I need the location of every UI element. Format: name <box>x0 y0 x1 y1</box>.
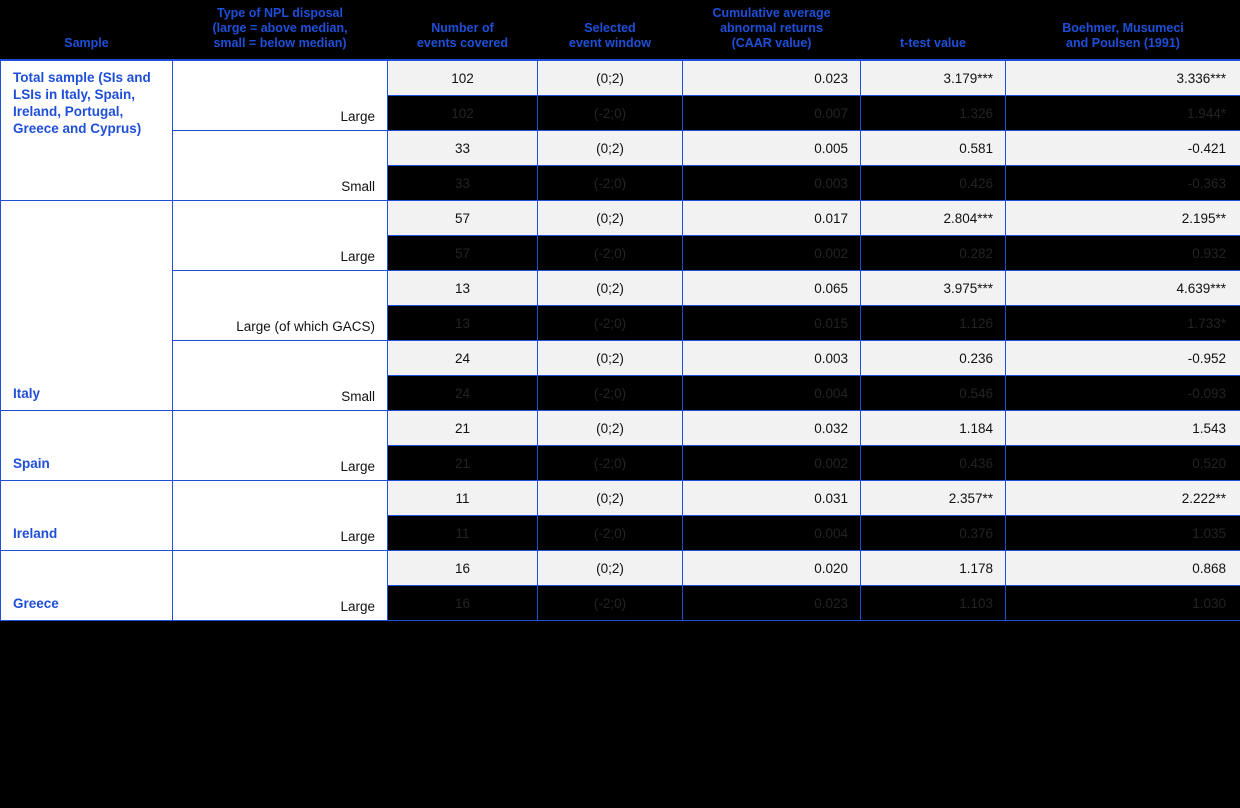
events-covered-value: 11 <box>388 516 538 551</box>
table-header <box>1 0 1240 60</box>
sample-label: Total sample (SIs and LSIs in Italy, Spain, Ireland, Portugal, Greece and Cyprus) <box>1 60 173 201</box>
bmp-value: 3.336*** <box>1006 60 1240 96</box>
column-header-type-line-2: (large = above median, <box>212 21 348 35</box>
events-covered-value: 16 <box>388 551 538 586</box>
column-header-bmp-line-1: Boehmer, Musumeci <box>1062 21 1184 35</box>
column-header-window-line-1: Selected <box>584 21 636 35</box>
caar-value: 0.003 <box>683 166 861 201</box>
sample-label: Ireland <box>1 481 173 551</box>
events-covered-value: 21 <box>388 446 538 481</box>
column-header-window <box>538 0 683 60</box>
bmp-value: 4.639*** <box>1006 271 1240 306</box>
column-header-ttest-line-1: t-test value <box>900 36 966 50</box>
column-header-caar-line-2: abnormal returns <box>720 21 823 35</box>
caar-value: 0.002 <box>683 236 861 271</box>
table-row <box>1 201 1240 236</box>
bmp-value: 0.520 <box>1006 446 1240 481</box>
caar-value: 0.023 <box>683 60 861 96</box>
events-covered-value: 16 <box>388 586 538 621</box>
events-covered-value: 24 <box>388 341 538 376</box>
caar-value: 0.004 <box>683 516 861 551</box>
events-covered-value: 11 <box>388 481 538 516</box>
event-window-value: (0;2) <box>538 271 683 306</box>
disposal-type-label: Large <box>173 201 388 271</box>
event-window-value: (-2;0) <box>538 96 683 131</box>
column-header-type-line-1: Type of NPL disposal <box>217 6 343 20</box>
table-body <box>1 60 1240 621</box>
ttest-value: 1.126 <box>861 306 1006 341</box>
event-window-value: (-2;0) <box>538 166 683 201</box>
bmp-value: 2.222** <box>1006 481 1240 516</box>
caar-value: 0.005 <box>683 131 861 166</box>
bmp-value: -0.421 <box>1006 131 1240 166</box>
column-header-ttest <box>861 0 1006 60</box>
bmp-value: 1.944* <box>1006 96 1240 131</box>
column-header-caar <box>683 0 861 60</box>
caar-value: 0.017 <box>683 201 861 236</box>
event-window-value: (-2;0) <box>538 306 683 341</box>
caar-value: 0.023 <box>683 586 861 621</box>
column-header-window-line-2: event window <box>569 36 651 50</box>
events-covered-value: 21 <box>388 411 538 446</box>
events-covered-value: 33 <box>388 166 538 201</box>
disposal-type-label: Large <box>173 60 388 131</box>
events-covered-value: 102 <box>388 60 538 96</box>
ttest-value: 0.436 <box>861 446 1006 481</box>
column-header-events-line-2: events covered <box>416 36 509 50</box>
ttest-value: 1.184 <box>861 411 1006 446</box>
events-covered-value: 24 <box>388 376 538 411</box>
ttest-value: 3.179*** <box>861 60 1006 96</box>
events-covered-value: 13 <box>388 306 538 341</box>
column-header-sample <box>1 0 173 60</box>
caar-value: 0.007 <box>683 96 861 131</box>
event-window-value: (0;2) <box>538 341 683 376</box>
sample-label: Italy <box>1 201 173 411</box>
table-row <box>1 271 1240 306</box>
event-window-value: (-2;0) <box>538 376 683 411</box>
table-row <box>1 60 1240 96</box>
event-window-value: (0;2) <box>538 551 683 586</box>
event-window-value: (0;2) <box>538 481 683 516</box>
ttest-value: 1.103 <box>861 586 1006 621</box>
bmp-value: 1.543 <box>1006 411 1240 446</box>
sample-label: Greece <box>1 551 173 621</box>
column-header-events <box>388 0 538 60</box>
ttest-value: 0.546 <box>861 376 1006 411</box>
bmp-value: 0.868 <box>1006 551 1240 586</box>
ttest-value: 0.426 <box>861 166 1006 201</box>
column-header-bmp <box>1006 0 1240 60</box>
disposal-type-label: Large <box>173 551 388 621</box>
bmp-value: 2.195** <box>1006 201 1240 236</box>
ttest-value: 1.178 <box>861 551 1006 586</box>
disposal-type-label: Large <box>173 481 388 551</box>
bmp-value: 0.932 <box>1006 236 1240 271</box>
ttest-value: 0.376 <box>861 516 1006 551</box>
events-covered-value: 57 <box>388 236 538 271</box>
bmp-value: 1.035 <box>1006 516 1240 551</box>
caar-value: 0.065 <box>683 271 861 306</box>
bmp-value: 1.030 <box>1006 586 1240 621</box>
disposal-type-label: Large (of which GACS) <box>173 271 388 341</box>
event-window-value: (0;2) <box>538 201 683 236</box>
event-window-value: (-2;0) <box>538 446 683 481</box>
caar-value: 0.020 <box>683 551 861 586</box>
table-header-row <box>1 0 1240 60</box>
ttest-value: 0.581 <box>861 131 1006 166</box>
column-header-caar-line-1: Cumulative average <box>712 6 831 20</box>
disposal-type-label: Small <box>173 131 388 201</box>
event-window-value: (0;2) <box>538 131 683 166</box>
ttest-value: 0.236 <box>861 341 1006 376</box>
event-window-value: (-2;0) <box>538 516 683 551</box>
bmp-value: -0.363 <box>1006 166 1240 201</box>
ttest-value: 3.975*** <box>861 271 1006 306</box>
table-row <box>1 551 1240 586</box>
event-window-value: (-2;0) <box>538 236 683 271</box>
table-row <box>1 341 1240 376</box>
disposal-type-label: Large <box>173 411 388 481</box>
column-header-caar-line-3: (CAAR value) <box>731 36 812 50</box>
caar-value: 0.015 <box>683 306 861 341</box>
table-row <box>1 131 1240 166</box>
caar-value: 0.002 <box>683 446 861 481</box>
bmp-value: 1.733* <box>1006 306 1240 341</box>
column-header-type-line-3: small = below median) <box>213 36 347 50</box>
event-window-value: (0;2) <box>538 60 683 96</box>
sample-label: Spain <box>1 411 173 481</box>
ttest-value: 2.804*** <box>861 201 1006 236</box>
caar-value: 0.004 <box>683 376 861 411</box>
table-row <box>1 481 1240 516</box>
table-row <box>1 411 1240 446</box>
events-covered-value: 13 <box>388 271 538 306</box>
column-header-events-line-1: Number of <box>431 21 494 35</box>
column-header-type <box>173 0 388 60</box>
event-window-value: (0;2) <box>538 411 683 446</box>
event-window-value: (-2;0) <box>538 586 683 621</box>
ttest-value: 1.326 <box>861 96 1006 131</box>
events-covered-value: 33 <box>388 131 538 166</box>
events-covered-value: 102 <box>388 96 538 131</box>
caar-value: 0.032 <box>683 411 861 446</box>
events-covered-value: 57 <box>388 201 538 236</box>
caar-value: 0.031 <box>683 481 861 516</box>
ttest-value: 2.357** <box>861 481 1006 516</box>
disposal-type-label: Small <box>173 341 388 411</box>
column-header-bmp-line-2: and Poulsen (1991) <box>1066 36 1180 50</box>
bmp-value: -0.093 <box>1006 376 1240 411</box>
column-header-sample-line-1: Sample <box>64 36 109 50</box>
caar-value: 0.003 <box>683 341 861 376</box>
bmp-value: -0.952 <box>1006 341 1240 376</box>
ttest-value: 0.282 <box>861 236 1006 271</box>
